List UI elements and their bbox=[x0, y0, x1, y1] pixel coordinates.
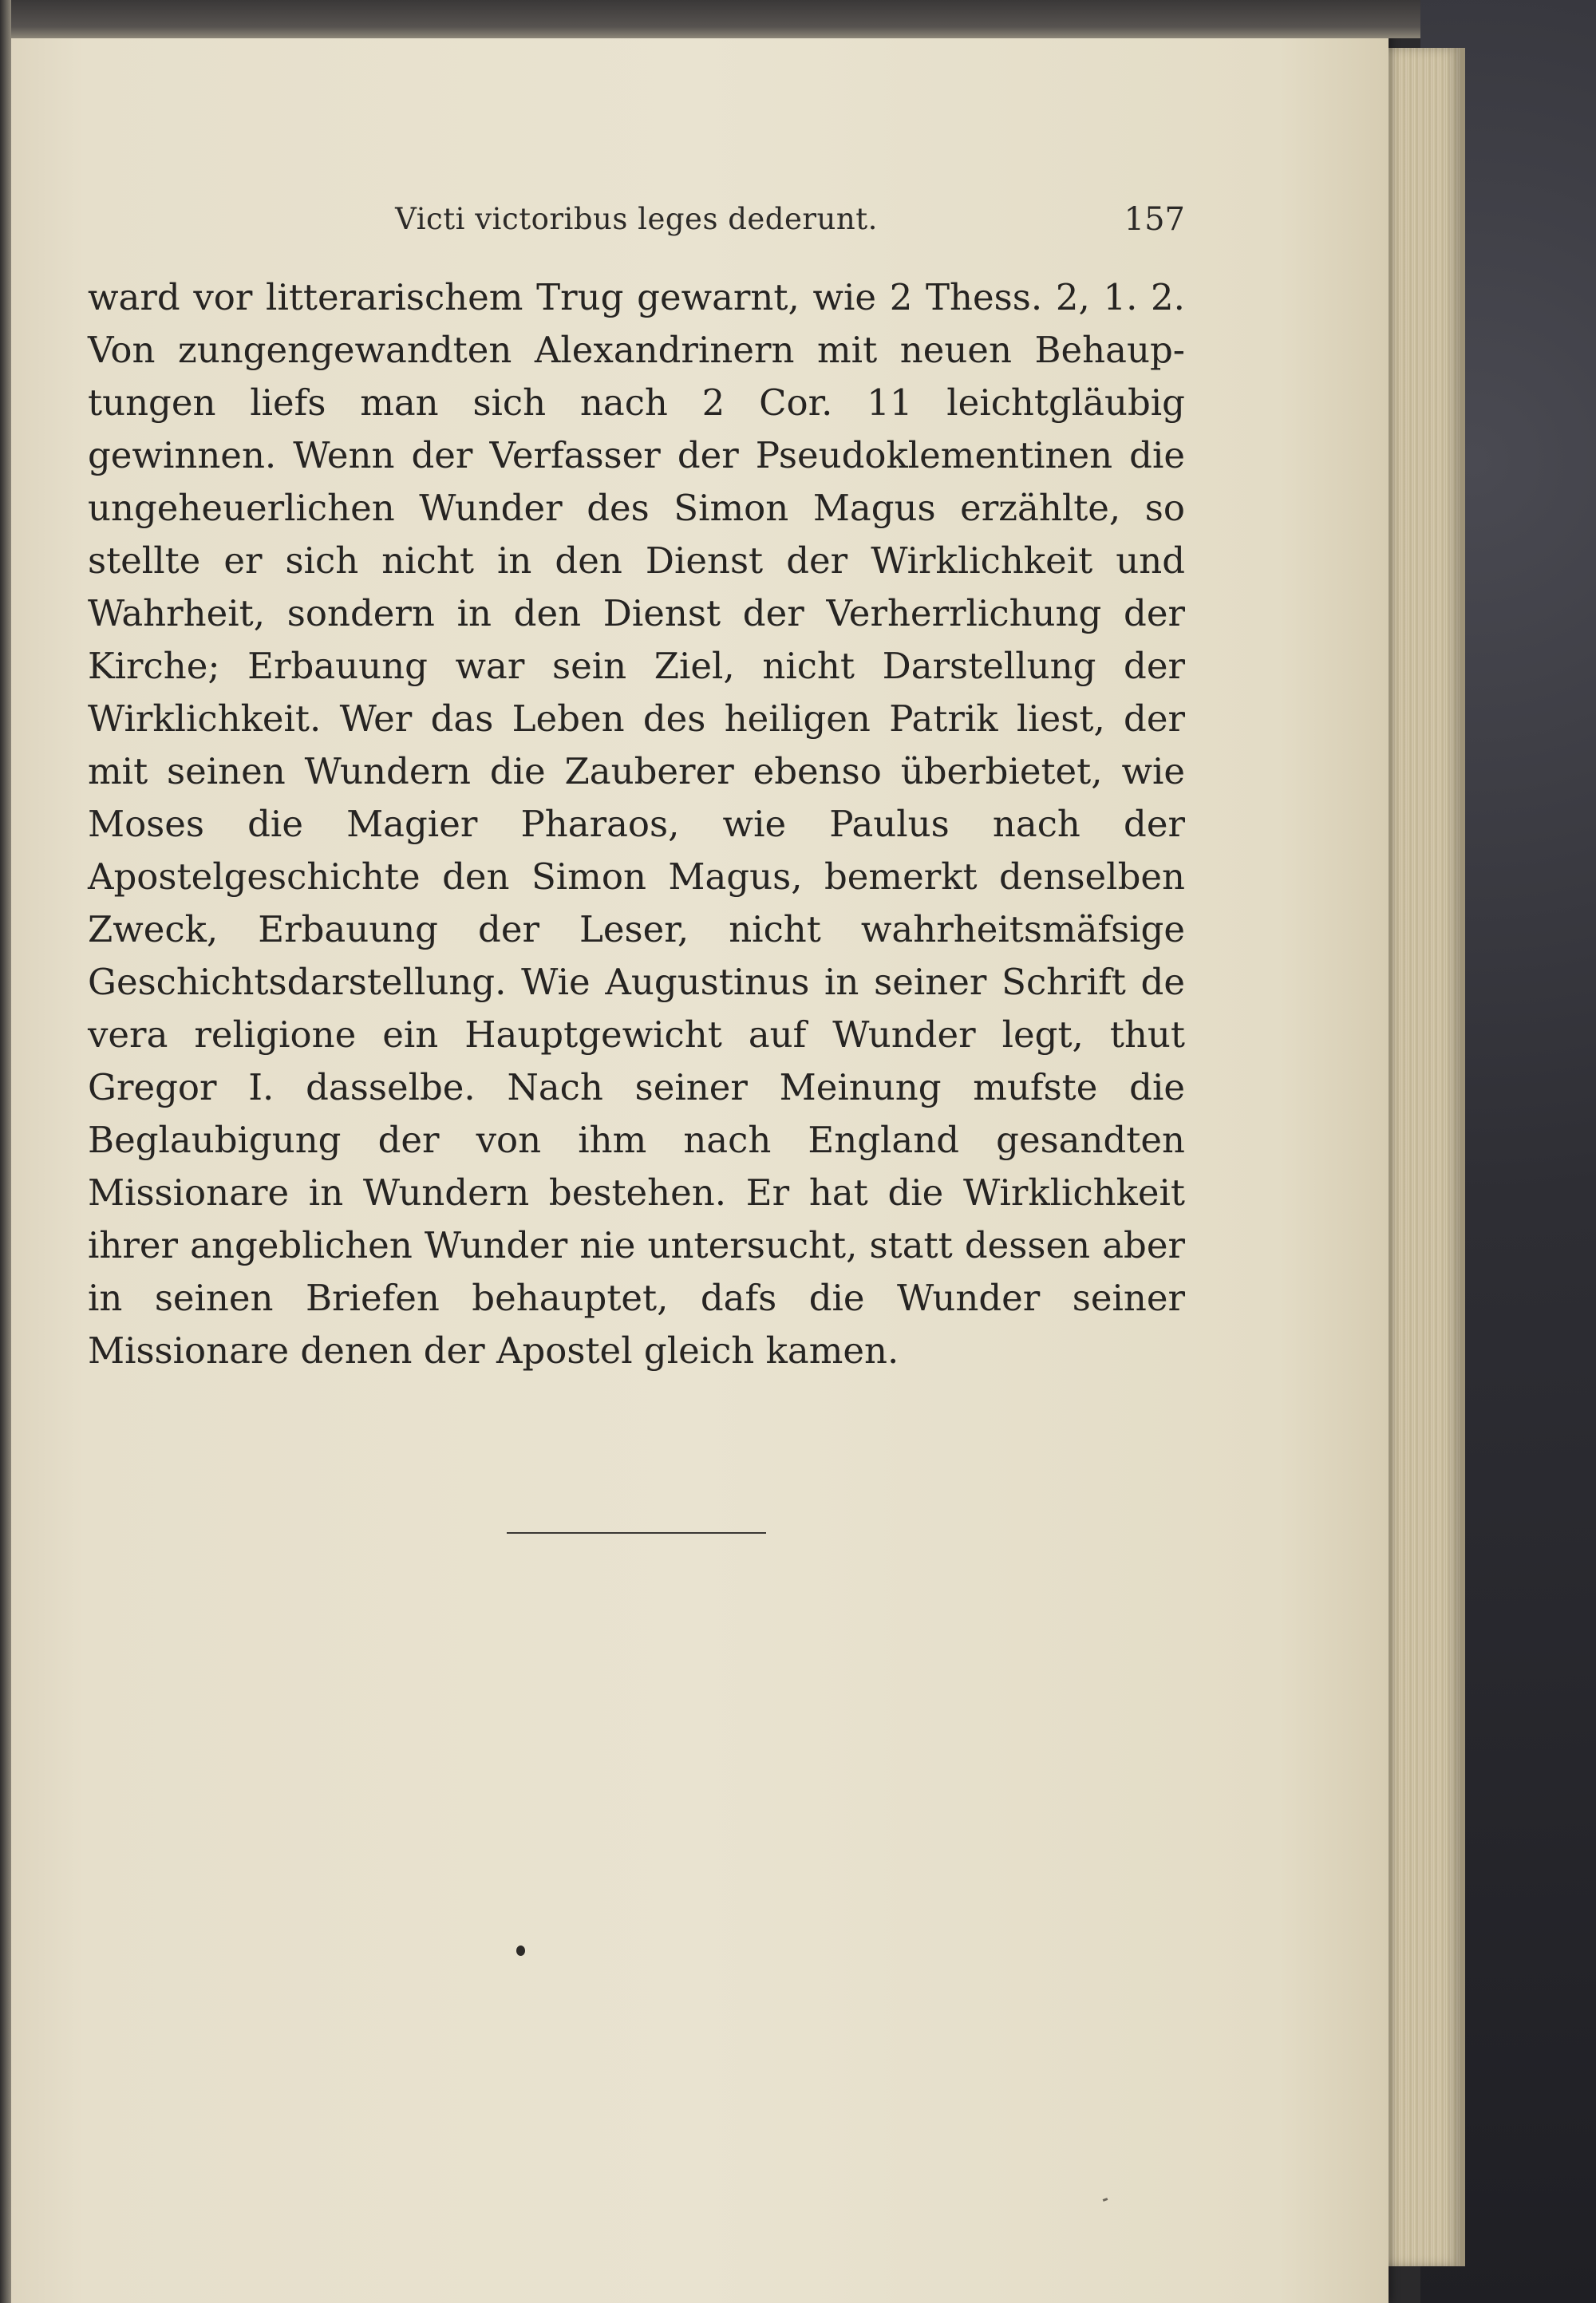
end-rule bbox=[507, 1532, 766, 1534]
page-header bbox=[88, 196, 1185, 243]
left-edge-shadow bbox=[0, 0, 11, 2303]
page-number: 157 bbox=[1124, 201, 1185, 238]
book-page bbox=[0, 32, 1389, 2303]
paper-speck bbox=[1103, 2198, 1108, 2202]
ink-spot bbox=[516, 1946, 525, 1956]
top-edge-shadow bbox=[0, 0, 1420, 38]
running-title: Victi victoribus leges dederunt. bbox=[395, 202, 878, 236]
body-paragraph: ward vor litterarischem Trug gewarnt, wie 2 Thess. 2, 1. 2. Von zungengewandten Alexandrinern mit neuen Behauptungen liefs man sich nach 2 Cor. 11 leichtgläubig gewinnen. Wenn der Verfasser der Pseudoklementinen die ungeheuerlichen Wunder des Simon Magus erzählte, so stellte er sich nicht in den Dienst der Wirklichkeit und Wahrheit, sondern in den Dienst der Verherrlichung der Kirche; Erbauung war sein Ziel, nicht Darstellung der Wirklichkeit. Wer das Leben des heiligen Patrik liest, der mit seinen Wundern die Zauberer ebenso überbietet, wie Moses die Magier Pharaos, wie Paulus nach der Apostelgeschichte den Simon Magus, bemerkt denselben Zweck, Erbauung der Leser, nicht wahrheitsmäfsige Geschichtsdarstellung. Wie Augustinus in seiner Schrift de vera religione ein Hauptgewicht auf Wunder legt, thut Gregor I. dasselbe. Nach seiner Meinung mufste die Beglaubigung der von ihm nach England gesandten Missionare in Wundern bestehen. Er hat die Wirklichkeit ihrer angeblichen Wunder nie untersucht, statt dessen aber in seinen Briefen behauptet, dafs die Wunder seiner Missionare denen der Apostel gleich kamen. bbox=[88, 276, 1185, 1372]
